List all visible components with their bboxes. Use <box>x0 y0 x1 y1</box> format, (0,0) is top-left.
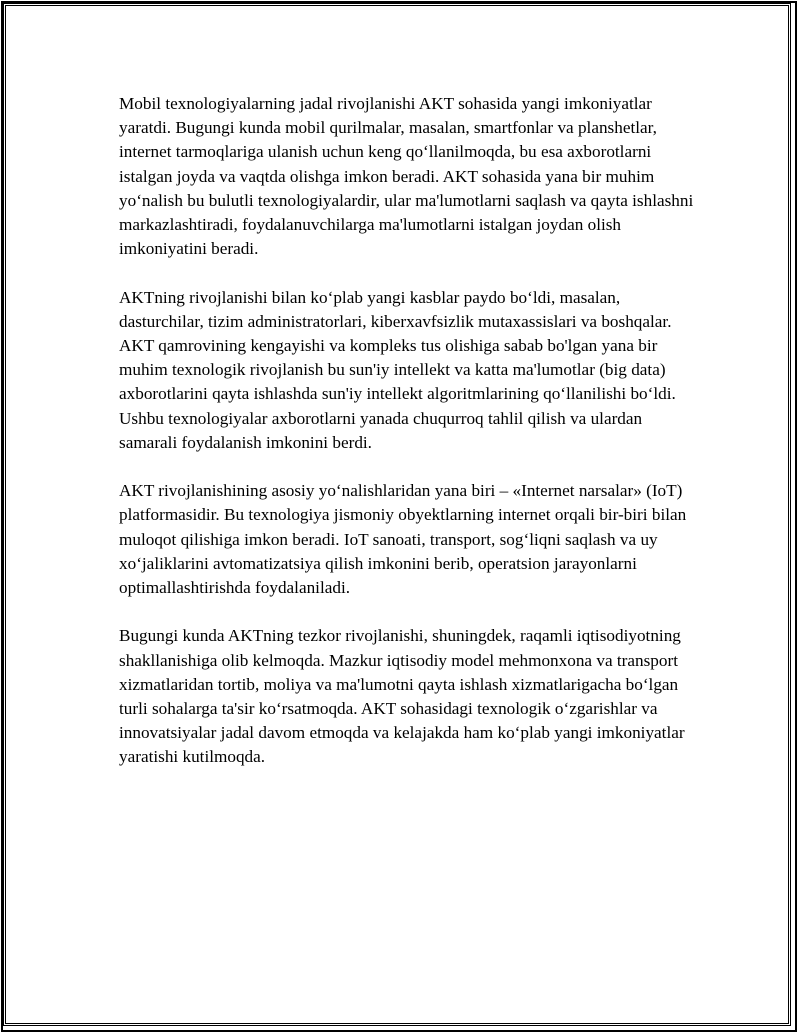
paragraph-mobile-tech: Mobil texnologiyalarning jadal rivojlanishi AKT sohasida yangi imkoniyatlar yaratdi. Bugungi kunda mobil qurilmalar, masalan, smartfonlar va planshetlar, internet tarmoqlariga ulanish uchun keng qo‘llanilmoqda, bu esa axborotlarni istalgan joyda va vaqtda olishga imkon beradi. AKT sohasida yana bir muhim yo‘nalish bu bulutli texnologiyalardir, ular ma'lumotlarni saqlash va qayta ishlashni markazlashtiradi, foydalanuvchilarga ma'lumotlarni istalgan joydan olish imkoniyatini beradi. <box>119 94 694 259</box>
paragraph-new-professions: AKTning rivojlanishi bilan ko‘plab yangi kasblar paydo bo‘ldi, masalan, dasturchilar, tizim administratorlari, kiberxavfsizlik mutaxassislari va boshqalar. AKT qamrovining kengayishi va kompleks tus olishiga sabab bo'lgan yana bir muhim texnologik rivojlanish bu sun'iy intellekt va katta ma'lumotlar (big data) axborotlarini qayta ishlashda sun'iy intellekt algoritmlarining qo‘llanilishi bo‘ldi. Ushbu texnologiyalar axborotlarni yanada chuqurroq tahlil qilish va ulardan samarali foydalanish imkonini berdi. <box>119 287 676 452</box>
paragraph-internet-of-things: AKT rivojlanishining asosiy yo‘nalishlaridan yana biri – «Internet narsalar» (IoT) platformasidir. Bu texnologiya jismoniy obyektlarning internet orqali bir-biri bilan muloqot qilishiga imkon beradi. IoT sanoati, transport, sog‘liqni saqlash va uy xo‘jaliklarini avtomatizatsiya qilish imkonini berib, operatsion jarayonlarni optimallashtirishda foydalaniladi. <box>119 481 687 598</box>
document-body <box>119 92 699 794</box>
paragraph-digital-economy: Bugungi kunda AKTning tezkor rivojlanishi, shuningdek, raqamli iqtisodiyotning shakllanishiga olib kelmoqda. Mazkur iqtisodiy model mehmonxona va transport xizmatlaridan tortib, moliya va ma'lumotni qayta ishlash xizmatlarigacha bo‘lgan turli sohalarga ta'sir ko‘rsatmoqda. AKT sohasidagi texnologik o‘zgarishlar va innovatsiyalar jadal davom etmoqda va kelajakda ham ko‘plab yangi imkoniyatlar yaratishi kutilmoqda. <box>119 626 685 767</box>
